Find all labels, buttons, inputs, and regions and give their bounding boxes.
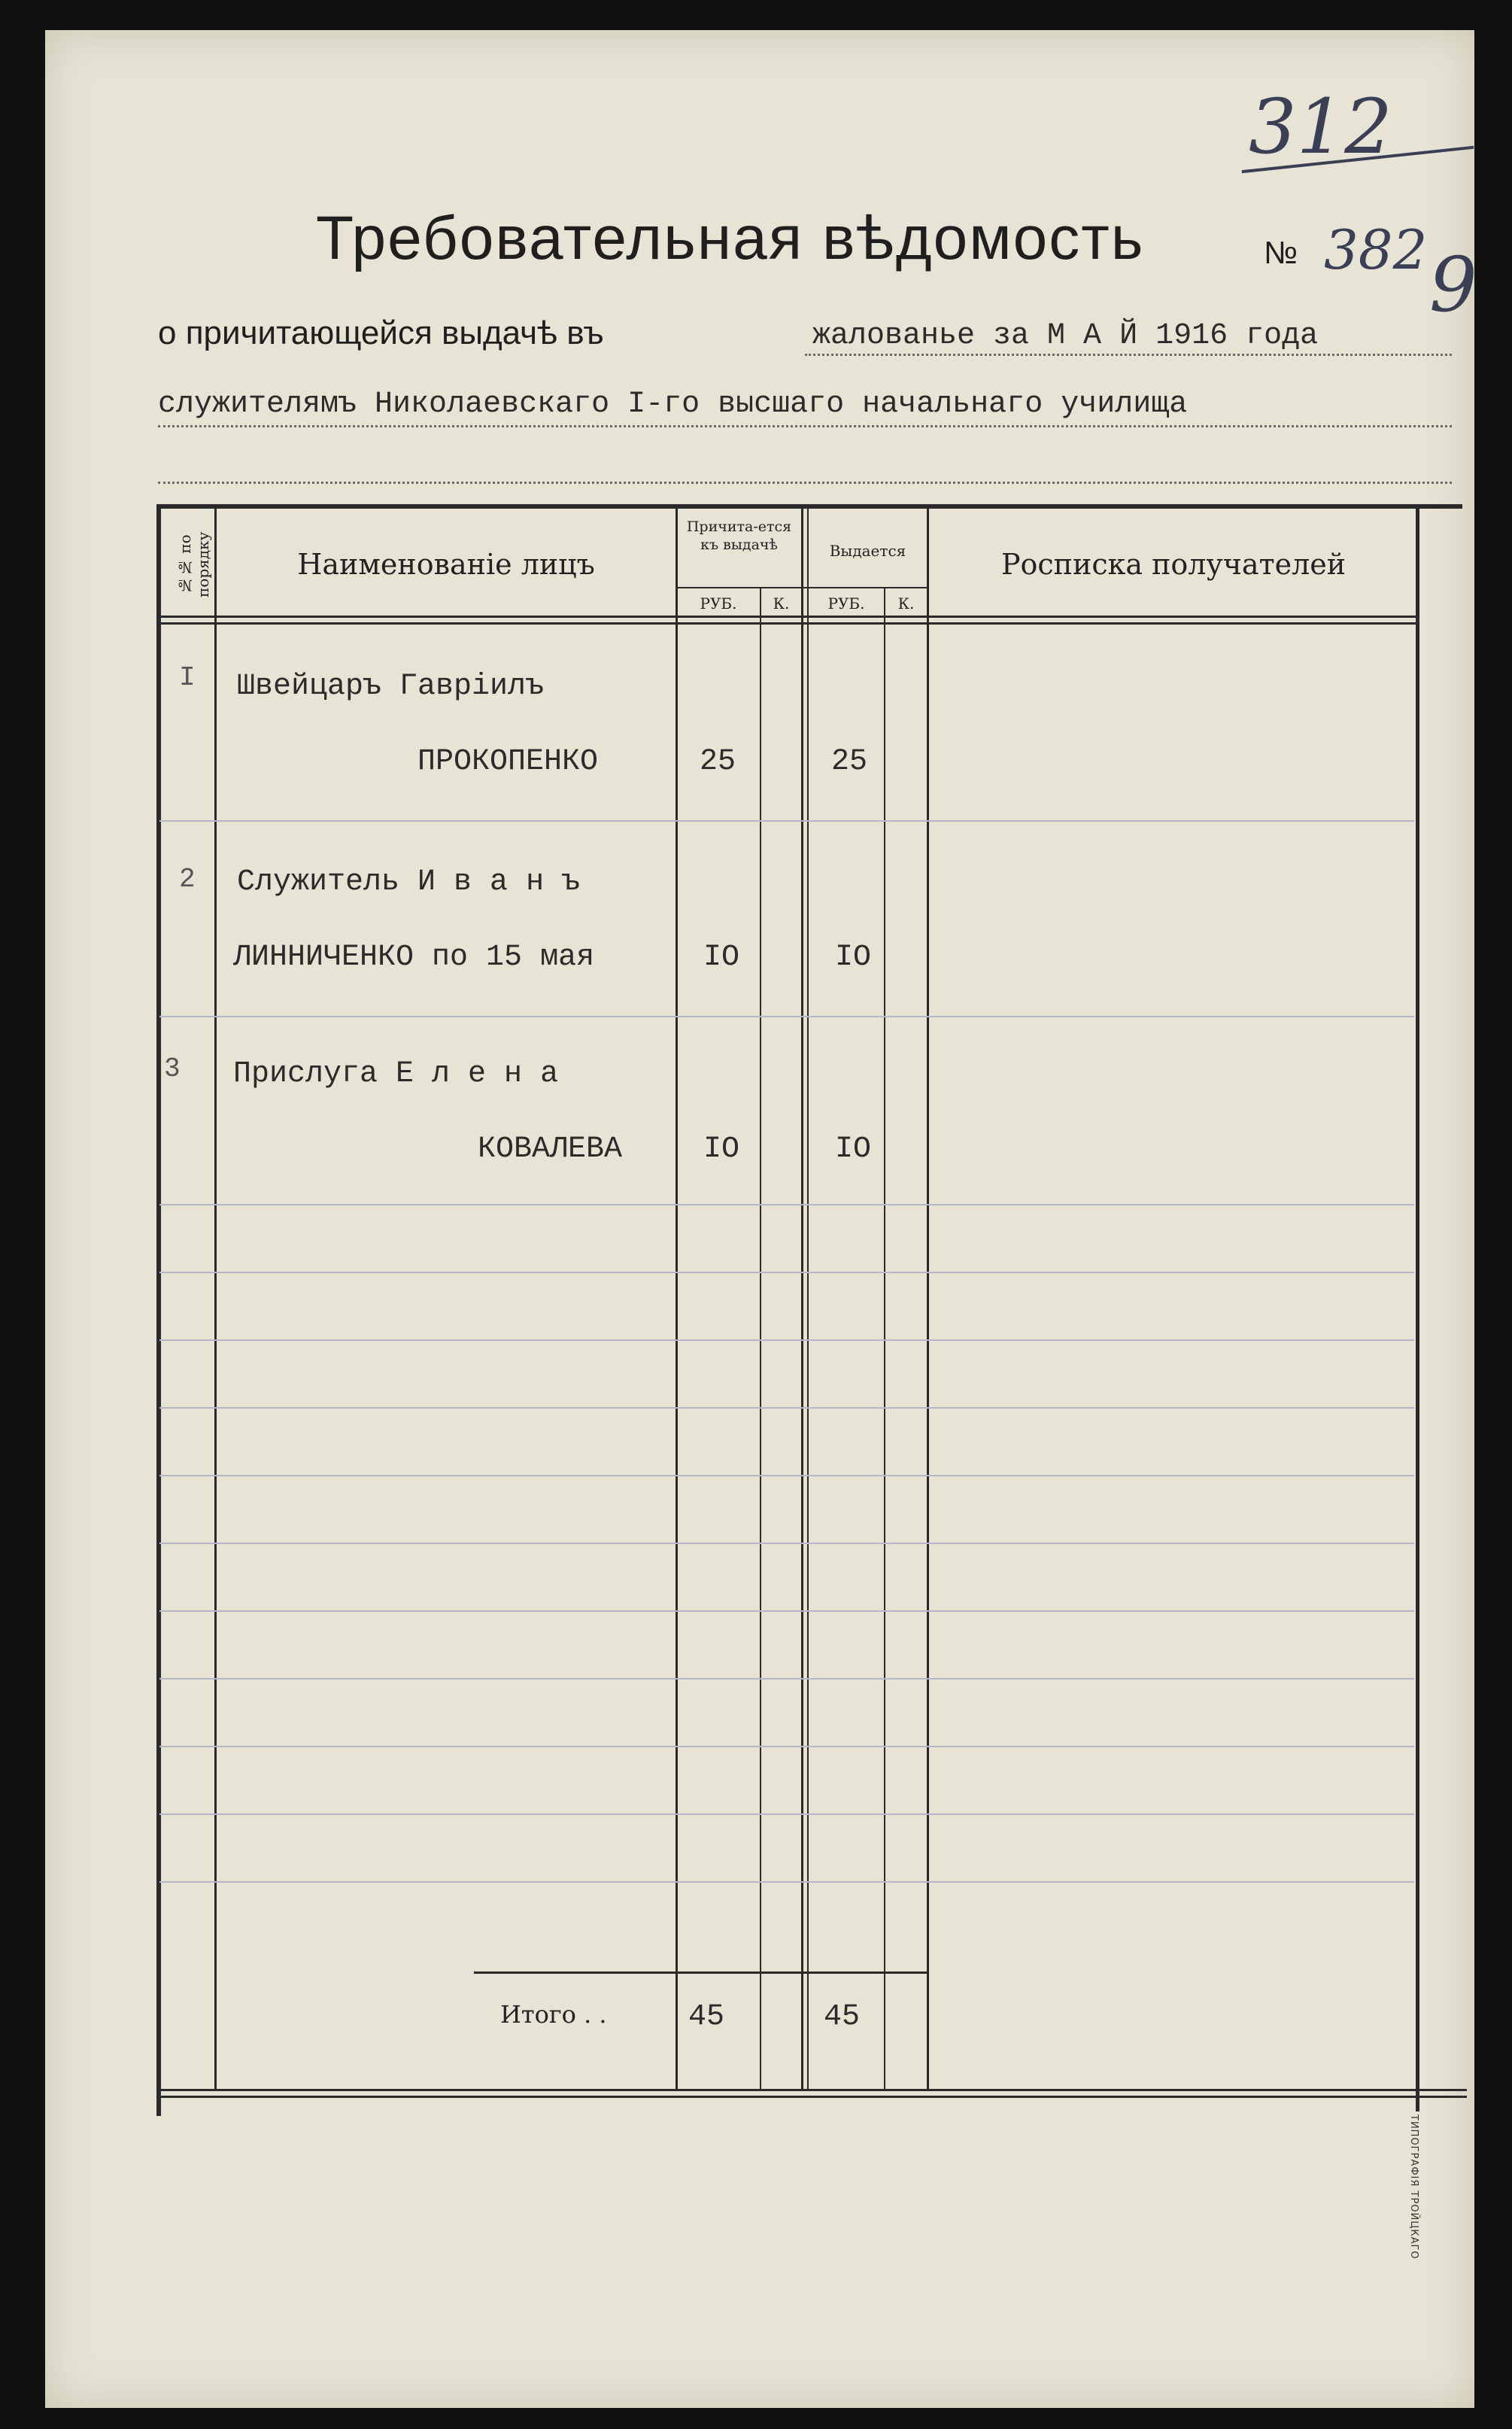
ruled-line — [159, 820, 1414, 822]
sheet-number: 9 — [1429, 241, 1477, 329]
col-header-name: Наименованіе лицъ — [297, 548, 595, 581]
col-header-signature: Росписка получателей — [1000, 548, 1347, 581]
col-divider — [801, 509, 803, 2089]
table-border-right — [1416, 509, 1419, 2111]
row-1-name-line2: ПРОКОПЕНКО — [417, 745, 599, 779]
row-3-name-line2: КОВАЛЕВА — [478, 1132, 623, 1166]
row-3-number: 3 — [164, 1053, 181, 1084]
number-sign: № — [1264, 235, 1298, 270]
dotted-rule — [158, 482, 1452, 484]
row-2-number: 2 — [179, 864, 196, 895]
col-header-issued: Выдается — [829, 542, 906, 560]
col-divider — [214, 509, 217, 2089]
printer-stamp: ТИПОГРАФІЯ ТРОЙЦКАГО — [1408, 2114, 1419, 2260]
row-2-name-line2: ЛИННИЧЕНКО по 15 мая — [233, 941, 595, 974]
header-line1-printed: о причитающейся выдачѣ въ — [158, 315, 604, 351]
document-page — [45, 30, 1477, 2408]
col-header-num-label: №№ по порядку — [176, 531, 212, 597]
ruled-line — [159, 1881, 1414, 1883]
col-divider — [807, 509, 809, 2089]
issued-rub-label: РУБ. — [827, 594, 865, 613]
header-line2-filled: служителямъ Николаевскаго I-го высшаго начальнаго училища — [158, 388, 1188, 421]
ruled-line — [159, 1475, 1414, 1476]
due-rub-label: РУБ. — [700, 594, 737, 613]
row-3-issued: IO — [835, 1132, 872, 1166]
total-issued: 45 — [824, 2000, 861, 2034]
issued-kop-label: К. — [897, 594, 915, 613]
col-divider — [927, 509, 929, 2089]
row-3-name-line1: Прислуга Е л е н а — [233, 1057, 559, 1091]
ruled-line — [159, 1272, 1414, 1273]
ruled-line — [159, 1678, 1414, 1680]
total-rule — [474, 1971, 928, 1974]
row-1-due: 25 — [700, 745, 736, 779]
table-border-left — [156, 509, 161, 2116]
due-kop-label: К. — [773, 594, 790, 613]
row-1-name-line1: Швейцаръ Гавріилъ — [237, 670, 545, 704]
col-divider — [676, 509, 678, 2089]
table-bottom-rule — [158, 2089, 1467, 2098]
row-2-due: IO — [703, 941, 740, 974]
total-due: 45 — [688, 2000, 725, 2034]
ruled-line — [159, 1610, 1414, 1612]
row-1-issued: 25 — [831, 745, 868, 779]
ruled-line — [159, 1813, 1414, 1815]
col-divider — [760, 587, 761, 2089]
header-bottom-rule — [158, 616, 1419, 625]
col-divider — [884, 587, 885, 2089]
header-line1-filled: жалованье за М А Й 1916 года — [812, 319, 1319, 353]
document-number: 382 — [1324, 218, 1428, 281]
document-title: Требовательная вѣдомость — [316, 204, 1145, 272]
col-header-num — [172, 515, 217, 613]
row-2-issued: IO — [835, 941, 872, 974]
col-header-due: Причита-ется къ выдачѣ — [686, 518, 792, 553]
ruled-line — [159, 1746, 1414, 1747]
ruled-line — [159, 1339, 1414, 1341]
ruled-line — [159, 1407, 1414, 1409]
ruled-line — [159, 1543, 1414, 1544]
row-1-number: I — [179, 662, 196, 693]
row-3-due: IO — [703, 1132, 740, 1166]
ruled-line — [159, 1016, 1414, 1017]
total-label: Итого . . — [500, 2000, 607, 2029]
row-2-name-line1: Служитель И в а н ъ — [237, 865, 581, 899]
archive-number: 312 — [1249, 83, 1392, 171]
subheader-rule — [676, 587, 927, 588]
dotted-rule — [805, 354, 1452, 356]
ledger-table — [156, 504, 1462, 2116]
ruled-line — [159, 1204, 1414, 1205]
dotted-rule — [158, 425, 1452, 427]
